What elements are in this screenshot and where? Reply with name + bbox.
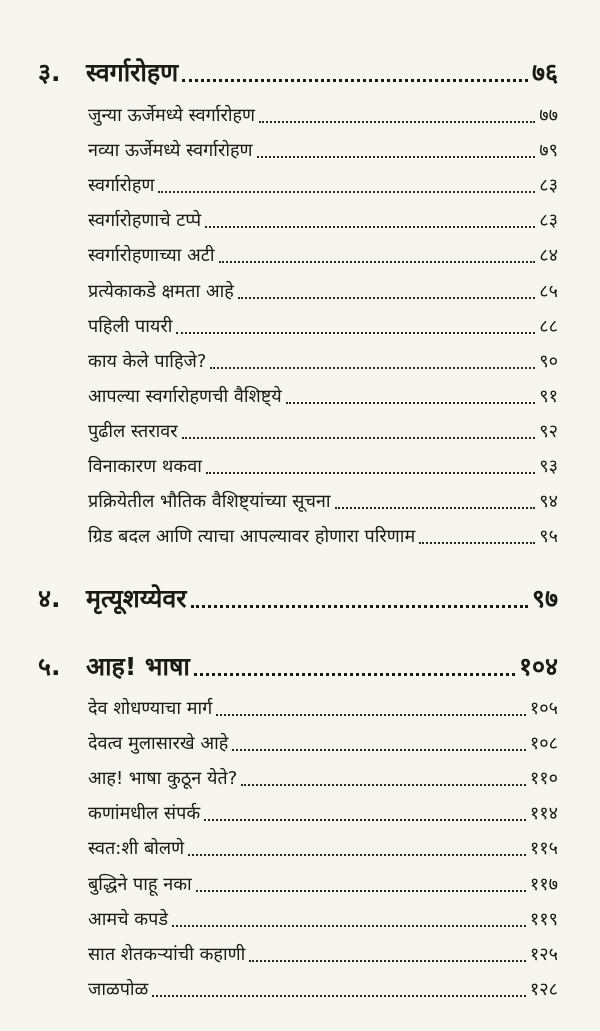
dot-leader <box>182 79 528 82</box>
entry-page-number: ९५ <box>539 526 558 547</box>
entry-title: आपल्या स्वर्गारोहणची वैशिष्ट्ये <box>88 386 282 407</box>
chapter-title: आह! भाषा <box>86 652 190 681</box>
entry-title: नव्या ऊर्जेमध्ये स्वर्गारोहण <box>88 140 253 161</box>
toc-entry <box>88 348 558 374</box>
toc-entry <box>88 523 558 549</box>
entry-page-number: १०५ <box>529 698 558 719</box>
entry-page-number: ११९ <box>529 909 558 930</box>
dot-leader <box>219 261 536 263</box>
dot-leader <box>182 437 536 439</box>
entry-title: स्वर्गारोहणाचे टप्पे <box>88 210 202 231</box>
entry-page-number: ८८ <box>539 316 558 337</box>
toc-entry <box>88 730 558 756</box>
entry-page-number: ८४ <box>539 245 558 266</box>
dot-leader <box>206 472 535 474</box>
entry-page-number: १२८ <box>529 979 558 1000</box>
toc-entry <box>88 418 558 444</box>
entry-page-number: ११० <box>529 768 558 789</box>
toc-entry <box>88 242 558 268</box>
toc-entry <box>88 765 558 791</box>
chapter-title: स्वर्गारोहण <box>86 58 179 87</box>
chapter-title: मृत्यूशय्येवर <box>86 584 187 613</box>
toc-entry <box>88 800 558 826</box>
entry-page-number: ९० <box>539 351 558 372</box>
dot-leader <box>194 673 515 676</box>
dot-leader <box>205 226 535 228</box>
dot-leader <box>257 156 536 158</box>
toc-entry <box>88 976 558 1002</box>
entry-page-number: ९३ <box>539 456 558 477</box>
dot-leader <box>216 714 526 716</box>
entry-title: आह! भाषा कुठून येते? <box>88 768 238 789</box>
entry-title: प्रक्रियेतील भौतिक वैशिष्ट्यांच्या सूचना <box>88 491 331 512</box>
entry-page-number: ११७ <box>529 874 558 895</box>
entry-title: देवत्व मुलासारखे आहे <box>88 733 229 754</box>
entry-title: देव शोधण्याचा मार्ग <box>88 698 213 719</box>
entry-title: विनाकारण थकवा <box>88 456 202 477</box>
chapter-number: ५. <box>38 652 61 681</box>
dot-leader <box>158 191 535 193</box>
chapter-heading <box>38 652 558 682</box>
toc-entry <box>88 172 558 198</box>
dot-leader <box>204 819 526 821</box>
entry-title: पुढील स्तरावर <box>88 421 178 442</box>
dot-leader <box>249 960 526 962</box>
entry-title: सात शेतकऱ्यांची कहाणी <box>88 944 246 965</box>
entry-title: स्वर्गारोहणाच्या अटी <box>88 245 215 266</box>
dot-leader <box>335 507 536 509</box>
dot-leader <box>232 749 526 751</box>
dot-leader <box>152 995 526 997</box>
dot-leader <box>188 854 526 856</box>
dot-leader <box>259 121 535 123</box>
chapter-heading <box>38 584 558 614</box>
toc-entry <box>88 137 558 163</box>
toc-entry <box>88 278 558 304</box>
entry-page-number: ९२ <box>539 421 558 442</box>
entry-title: कणांमधील संपर्क <box>88 803 201 824</box>
dot-leader <box>419 542 535 544</box>
entry-title: जाळपोळ <box>88 979 149 1000</box>
entry-title: जुन्या ऊर्जेमध्ये स्वर्गारोहण <box>88 105 256 126</box>
toc-entry <box>88 835 558 861</box>
chapter-page-number: ९७ <box>531 584 558 613</box>
entry-title: बुद्धिने पाहू नका <box>88 874 192 895</box>
dot-leader <box>172 925 526 927</box>
entry-title: काय केले पाहिजे? <box>88 351 207 372</box>
entry-page-number: ९१ <box>539 386 558 407</box>
entry-page-number: ८३ <box>539 210 558 231</box>
toc-entry <box>88 488 558 514</box>
toc-entry <box>88 871 558 897</box>
entry-title: आमचे कपडे <box>88 909 168 930</box>
dot-leader <box>210 367 535 369</box>
dot-leader <box>241 784 526 786</box>
chapter-number: ४. <box>38 584 61 613</box>
chapter-heading <box>38 58 558 88</box>
toc-entry <box>88 313 558 339</box>
toc-entry <box>88 906 558 932</box>
entry-title: स्वर्गारोहण <box>88 175 155 196</box>
entry-page-number: ८५ <box>539 281 558 302</box>
toc-entry <box>88 207 558 233</box>
dot-leader <box>191 605 528 608</box>
toc-entry <box>88 695 558 721</box>
entry-page-number: ७९ <box>539 140 558 161</box>
entry-page-number: ११५ <box>529 838 558 859</box>
entry-title: ग्रिड बदल आणि त्याचा आपल्यावर होणारा परिणाम <box>88 526 416 547</box>
dot-leader <box>196 890 526 892</box>
dot-leader <box>176 332 535 334</box>
dot-leader <box>286 402 536 404</box>
entry-title: प्रत्येकाकडे क्षमता आहे <box>88 281 234 302</box>
chapter-number: ३. <box>38 58 61 87</box>
entry-page-number: १२५ <box>529 944 558 965</box>
toc-entry <box>88 383 558 409</box>
chapter-page-number: ७६ <box>531 58 558 87</box>
entry-page-number: ११४ <box>529 803 558 824</box>
entry-page-number: ७७ <box>539 105 558 126</box>
entry-page-number: ८३ <box>539 175 558 196</box>
entry-page-number: १०८ <box>529 733 558 754</box>
dot-leader <box>238 297 535 299</box>
toc-entry <box>88 941 558 967</box>
toc-entry <box>88 102 558 128</box>
entry-title: पहिली पायरी <box>88 316 173 337</box>
entry-page-number: ९४ <box>539 491 558 512</box>
entry-title: स्वत:शी बोलणे <box>88 838 185 859</box>
chapter-page-number: १०४ <box>518 652 558 681</box>
toc-entry <box>88 453 558 479</box>
